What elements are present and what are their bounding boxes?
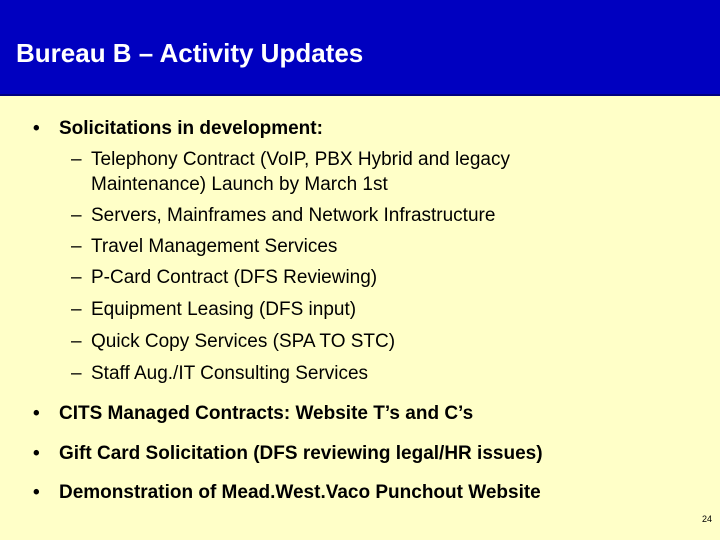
sub-item-staff-aug — [71, 363, 369, 385]
dash-marker: – — [71, 299, 82, 320]
bullet-solicitations — [33, 118, 323, 140]
dash-marker: – — [71, 149, 82, 170]
sub-item-telephony-cont — [91, 174, 388, 196]
dash-marker: – — [71, 236, 82, 257]
bullet-dot: • — [33, 443, 40, 464]
bullet-dot: • — [33, 403, 40, 424]
bullet-text: Demonstration of Mead.West.Vaco Punchout Website — [59, 482, 541, 503]
sub-item-text: P-Card Contract (DFS Reviewing) — [91, 267, 378, 288]
bullet-dot: • — [33, 482, 40, 503]
bullet-cits — [33, 403, 474, 425]
bullet-text: CITS Managed Contracts: Website T’s and C’s — [59, 403, 474, 424]
sub-item-text: Telephony Contract (VoIP, PBX Hybrid and legacy — [91, 149, 510, 170]
bullet-gift-card — [33, 443, 543, 465]
sub-item-text: Quick Copy Services (SPA TO STC) — [91, 331, 396, 352]
dash-marker: – — [71, 267, 82, 288]
sub-item-servers — [71, 205, 496, 227]
title-bar — [0, 0, 720, 96]
sub-item-text: Maintenance) Launch by March 1st — [91, 174, 388, 195]
sub-item-equipment — [71, 299, 357, 321]
slide-content — [0, 96, 720, 540]
sub-item-telephony — [71, 149, 510, 171]
dash-marker: – — [71, 205, 82, 226]
dash-marker: – — [71, 363, 82, 384]
sub-item-travel — [71, 236, 338, 258]
bullet-text: Solicitations in development: — [59, 118, 323, 139]
bullet-text: Gift Card Solicitation (DFS reviewing legal/HR issues) — [59, 443, 543, 464]
sub-item-text: Servers, Mainframes and Network Infrastructure — [91, 205, 496, 226]
bullet-demonstration — [33, 482, 541, 504]
sub-item-quick-copy — [71, 331, 396, 353]
bullet-dot: • — [33, 118, 40, 139]
sub-item-text: Staff Aug./IT Consulting Services — [91, 363, 369, 384]
slide-title: Bureau B – Activity Updates — [16, 38, 364, 68]
sub-item-text: Travel Management Services — [91, 236, 338, 257]
sub-item-text: Equipment Leasing (DFS input) — [91, 299, 357, 320]
page-number: 24 — [701, 514, 712, 524]
sub-item-pcard — [71, 267, 378, 289]
dash-marker: – — [71, 331, 82, 352]
